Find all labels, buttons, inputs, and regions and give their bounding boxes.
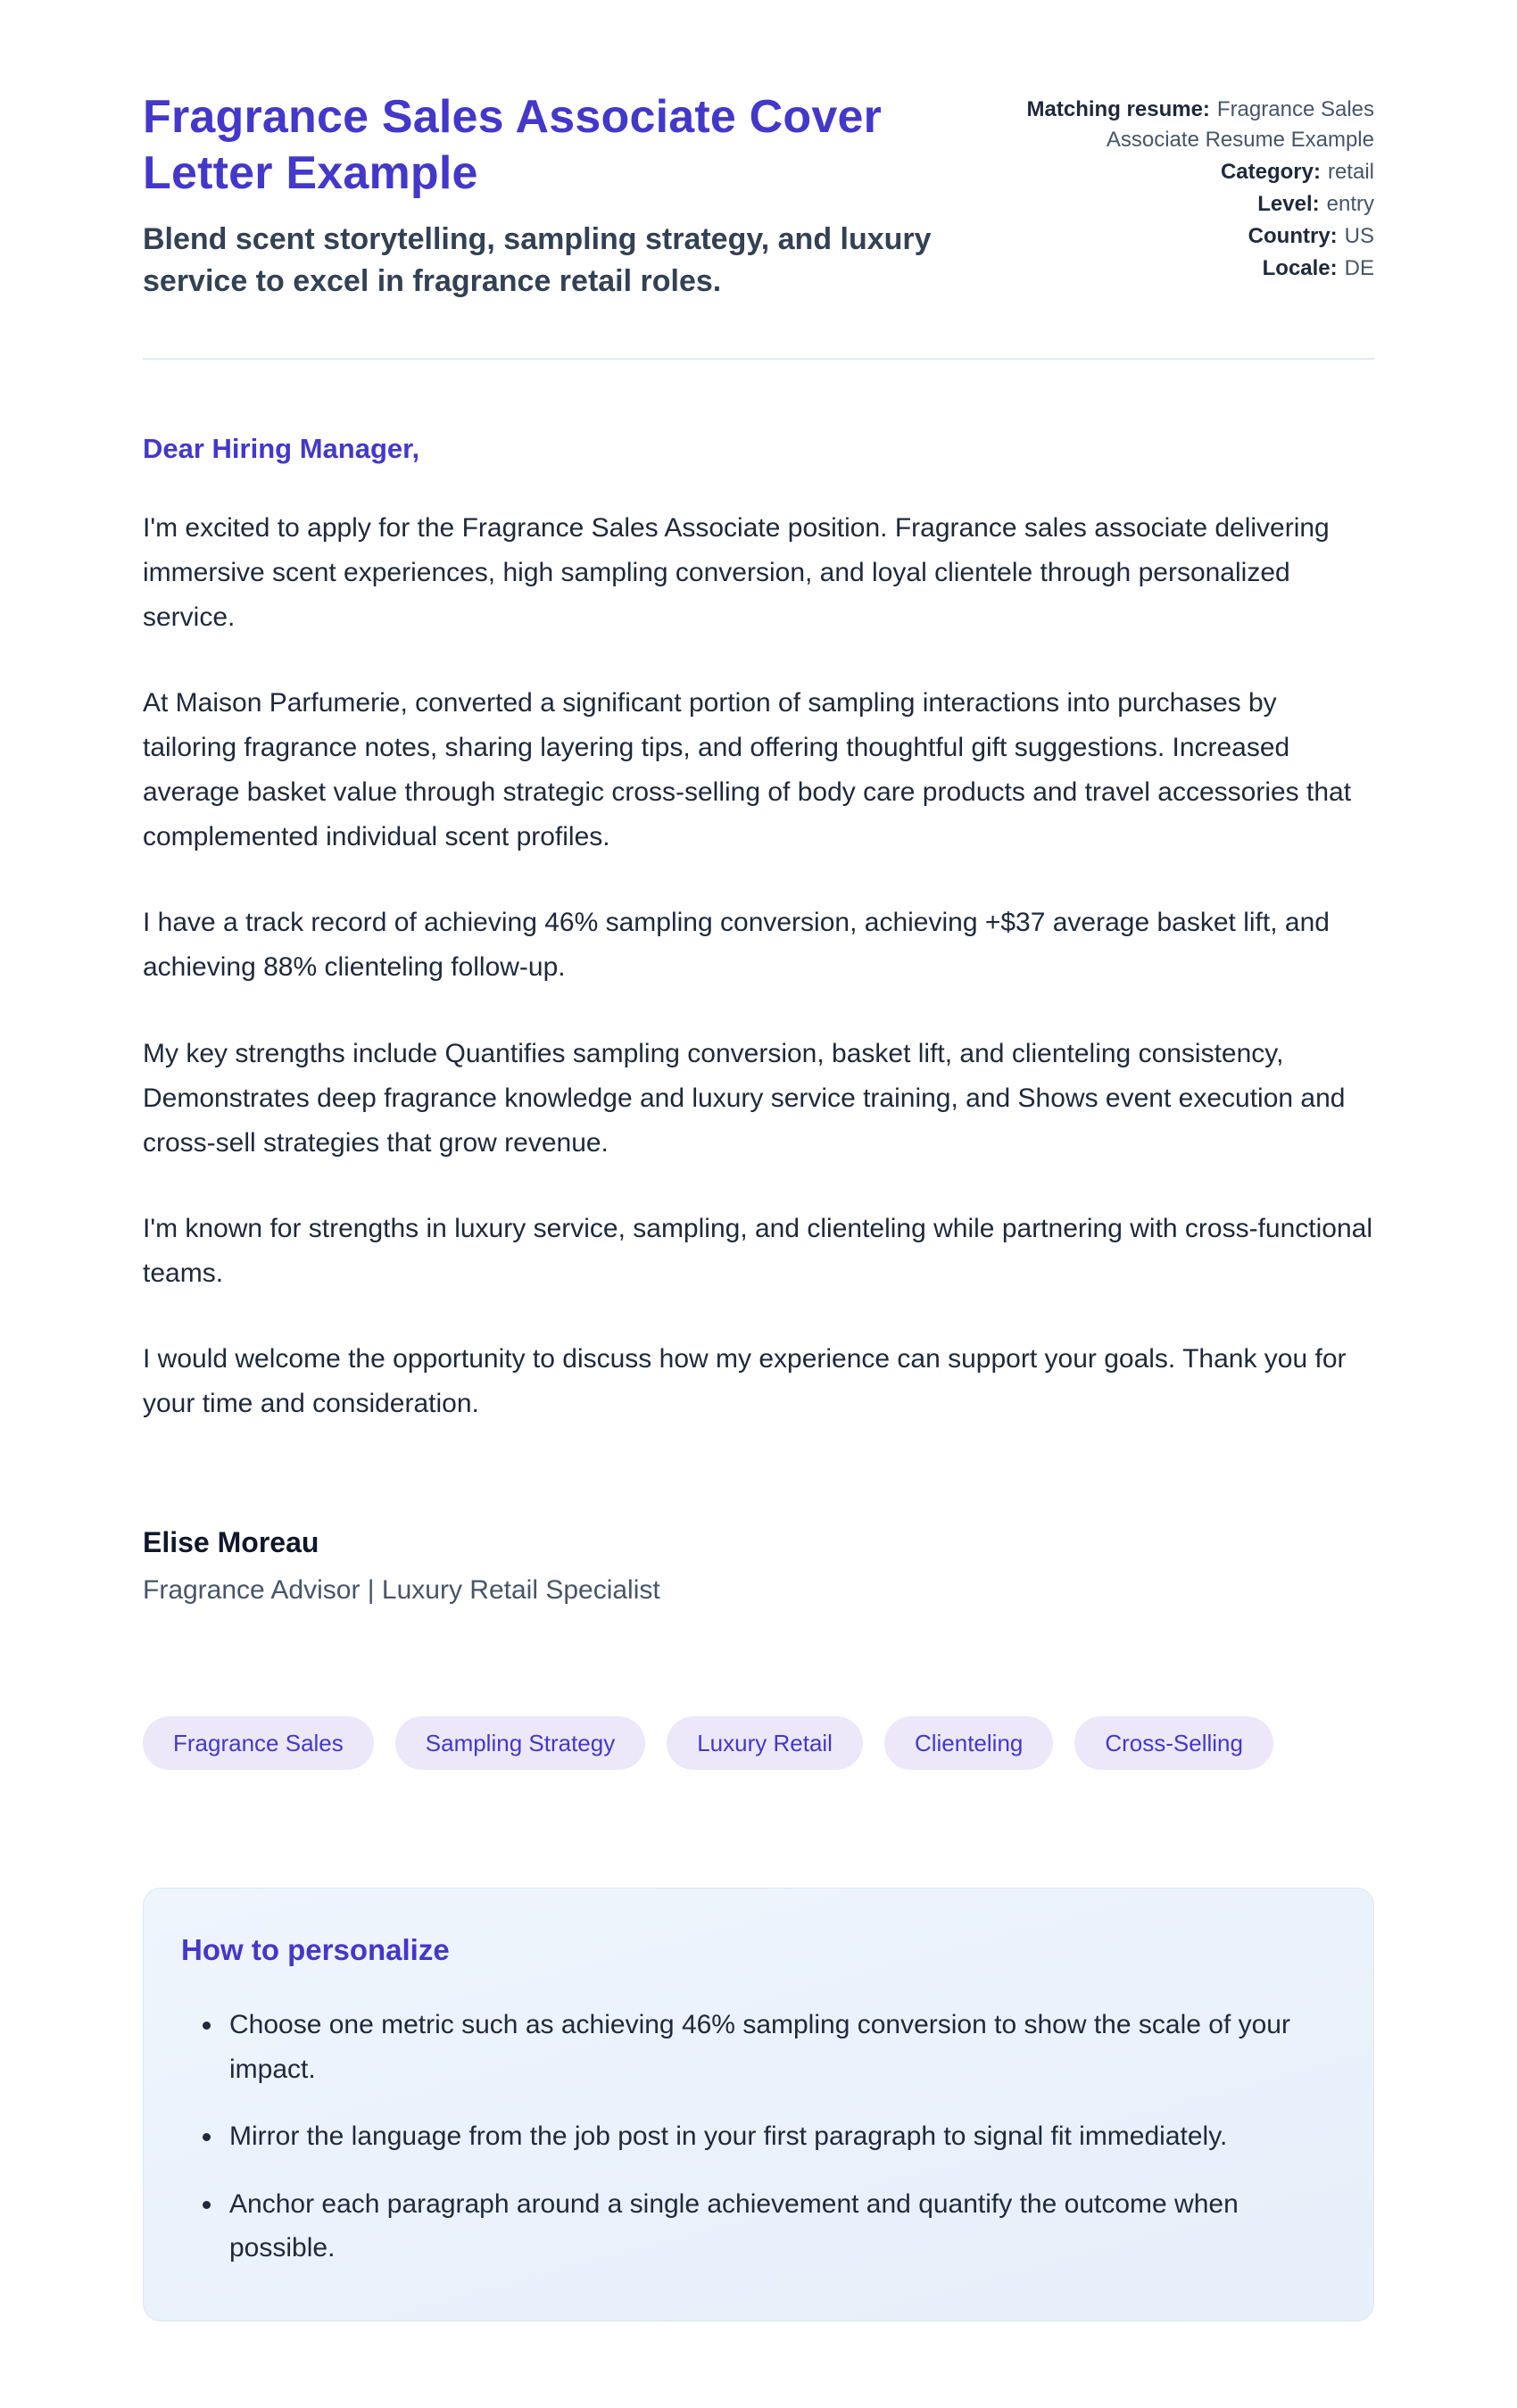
meta-label: Country: (1248, 224, 1338, 249)
signature-block (143, 1526, 1374, 1606)
tip-item: • Anchor each paragraph around a single achievement and quantify the outcome when possible. (224, 2182, 1322, 2271)
tag-pill-sampling-strategy[interactable]: Sampling Strategy (395, 1716, 645, 1770)
meta-row-country (1026, 221, 1374, 252)
meta-value: US (1344, 224, 1374, 249)
tag-pill-clienteling[interactable]: Clienteling (884, 1716, 1053, 1770)
tip-item: • Choose one metric such as achieving 46% sampling conversion to show the scale of your impact. (224, 2003, 1322, 2091)
meta-row-locale (1026, 253, 1374, 284)
meta-row-level (1026, 189, 1374, 220)
meta-row-category (1026, 157, 1374, 187)
meta-value: Fragrance Sales Associate Resume Example (1106, 97, 1374, 153)
header-left (143, 89, 991, 303)
meta-value: entry (1326, 192, 1374, 217)
meta-label: Matching resume: (1026, 97, 1210, 121)
letter-paragraph: I would welcome the opportunity to discuss how my experience can support your goals. Thank you for your time and consideration. (143, 1344, 1347, 1419)
signature-role: Fragrance Advisor | Luxury Retail Specialist (143, 1575, 660, 1606)
signature-name: Elise Moreau (143, 1526, 319, 1559)
meta-value: DE (1344, 256, 1374, 281)
letter-paragraph: I have a track record of achieving 46% sampling conversion, achieving +$37 average basket lift, and achieving 88% clienteling follow-up. (143, 908, 1330, 983)
letter-paragraph: At Maison Parfumerie, converted a significant portion of sampling interactions into purchases by tailoring fragrance notes, sharing layering tips, and offering thoughtful gift suggestions. Increased average basket value through strategic cross-selling of body care products and travel accessories that complemented individual scent profiles. (143, 687, 1352, 852)
header (143, 89, 1374, 303)
tag-pill-cross-selling[interactable]: Cross-Selling (1074, 1716, 1273, 1770)
page-subtitle: Blend scent storytelling, sampling strategy, and luxury service to excel in fragrance retail roles. (143, 221, 932, 298)
salutation: Dear Hiring Manager, (143, 432, 420, 464)
personalize-tips (181, 2003, 1322, 2271)
personalize-heading: How to personalize (181, 1933, 450, 1967)
header-divider (143, 358, 1374, 360)
personalize-card (143, 1888, 1374, 2321)
page-container (143, 0, 1374, 2402)
meta-label: Level: (1257, 192, 1320, 217)
letter-paragraph: I'm excited to apply for the Fragrance Sales Associate position. Fragrance sales associate delivering immersive scent experiences, high sampling conversion, and loyal clientele through personalized service. (143, 512, 1330, 632)
meta-label: Category: (1220, 160, 1321, 185)
meta-value: retail (1327, 160, 1374, 185)
page-title: Fragrance Sales Associate Cover Letter Example (143, 91, 883, 200)
tag-pill-fragrance-sales[interactable]: Fragrance Sales (143, 1716, 374, 1770)
meta-label: Locale: (1262, 256, 1338, 281)
tip-item: • Mirror the language from the job post in your first paragraph to signal fit immediately. (224, 2114, 1322, 2159)
cover-letter-body (143, 433, 1374, 1607)
meta-panel (1026, 89, 1374, 286)
tag-pill-luxury-retail[interactable]: Luxury Retail (667, 1716, 863, 1770)
letter-paragraph: My key strengths include Quantifies sampling conversion, basket lift, and clienteling consistency, Demonstrates deep fragrance knowledge and luxury service training, and Shows event execution and cross-sell strategies that grow revenue. (143, 1038, 1346, 1158)
meta-row-matching-resume (1026, 95, 1374, 155)
letter-paragraph: I'm known for strengths in luxury service, sampling, and clienteling while partnering with cross-functional teams. (143, 1213, 1373, 1288)
tag-list (143, 1716, 1374, 1770)
